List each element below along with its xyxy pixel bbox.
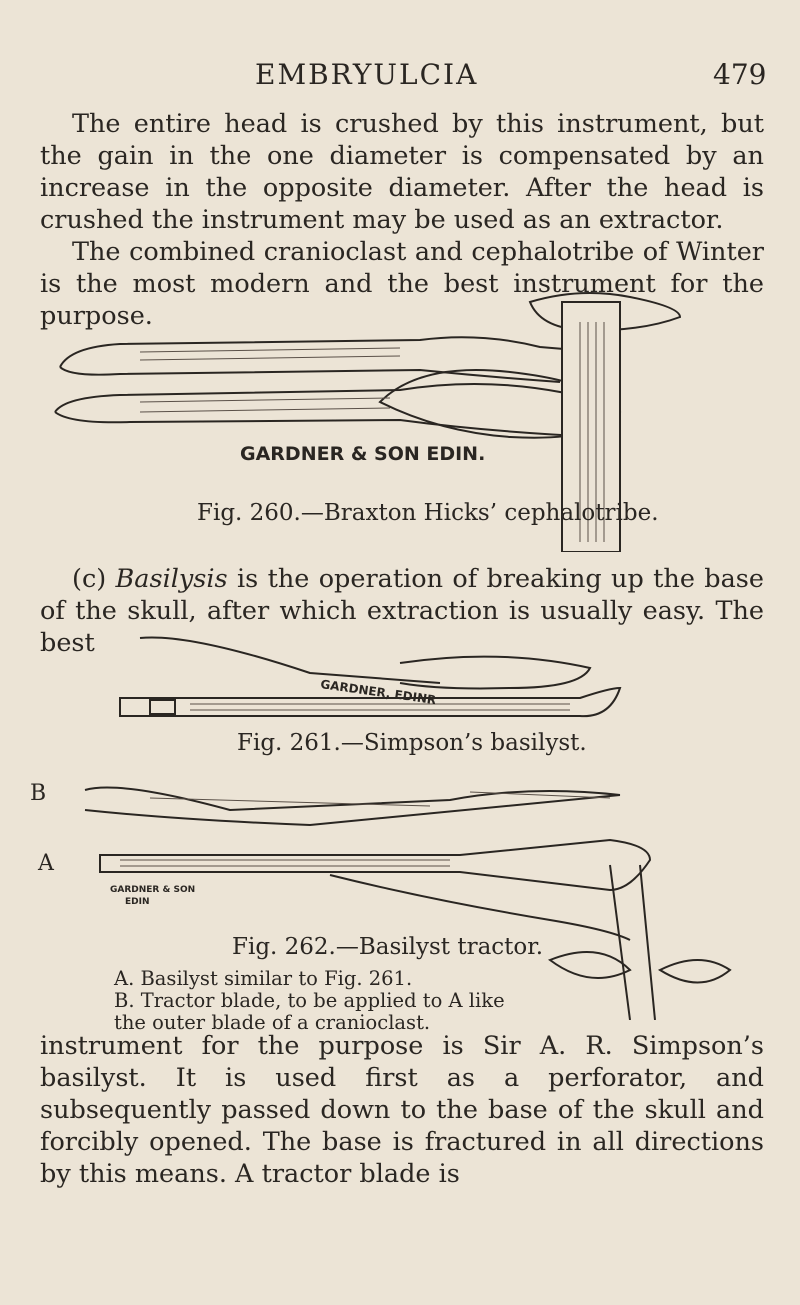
fig262-note-b: B. Tractor blade, to be applied to A like the outer blade of a cranioclast. [114, 989, 505, 1034]
paragraph-2: The combined cranioclast and cephalotribe of Winter is the most modern and the best instrument for the purpose. [40, 237, 764, 331]
fig262-caption: Fig. 262.—Basilyst tractor. [232, 934, 544, 960]
fig261-caption: Fig. 261.—Simpson’s basilyst. [237, 730, 587, 756]
fig262-note-a: A. Basilyst similar to Fig. 261. [114, 967, 413, 990]
figure-261 [110, 628, 630, 728]
paragraph-4: instrument for the purpose is Sir A. R. Simpson’s basilyst. It is used first as a perforator, and subsequently passed down to the base of the skull and forcibly opened. The base is fractured in all directions by this means. A tractor blade is [40, 1031, 764, 1189]
fig262-label-a: A [38, 851, 54, 876]
paragraph-1: The entire head is crushed by this instrument, but the gain in the one diameter is compensated by an increase in the opposite diameter. After the head is crushed the instrument may be used as an extractor. [40, 109, 764, 235]
fig262-label-b: B [30, 781, 47, 806]
fig260-caption: Fig. 260.—Braxton Hicks’ cephalotribe. [197, 500, 659, 526]
paragraph-3-rest: is the operation of breaking up the base of the skull, after which extraction is usually easy. The best [40, 564, 764, 658]
fig261-stamp: GARDNER, EDINR [319, 677, 438, 708]
running-head: EMBRYULCIA [255, 58, 479, 91]
fig260-stamp: GARDNER & SON EDIN. [240, 443, 486, 465]
page-number: 479 [713, 58, 767, 91]
paragraph-continued [40, 1030, 764, 1190]
fig262-stamp-line1: GARDNER & SON [110, 885, 196, 895]
fig262-stamp-line2: EDIN [125, 897, 150, 907]
paragraph-3-term: Basilysis [115, 564, 228, 594]
paragraph-3-label: (c) [72, 564, 107, 594]
page-header [0, 58, 800, 98]
basilyst-illustration [110, 628, 630, 728]
